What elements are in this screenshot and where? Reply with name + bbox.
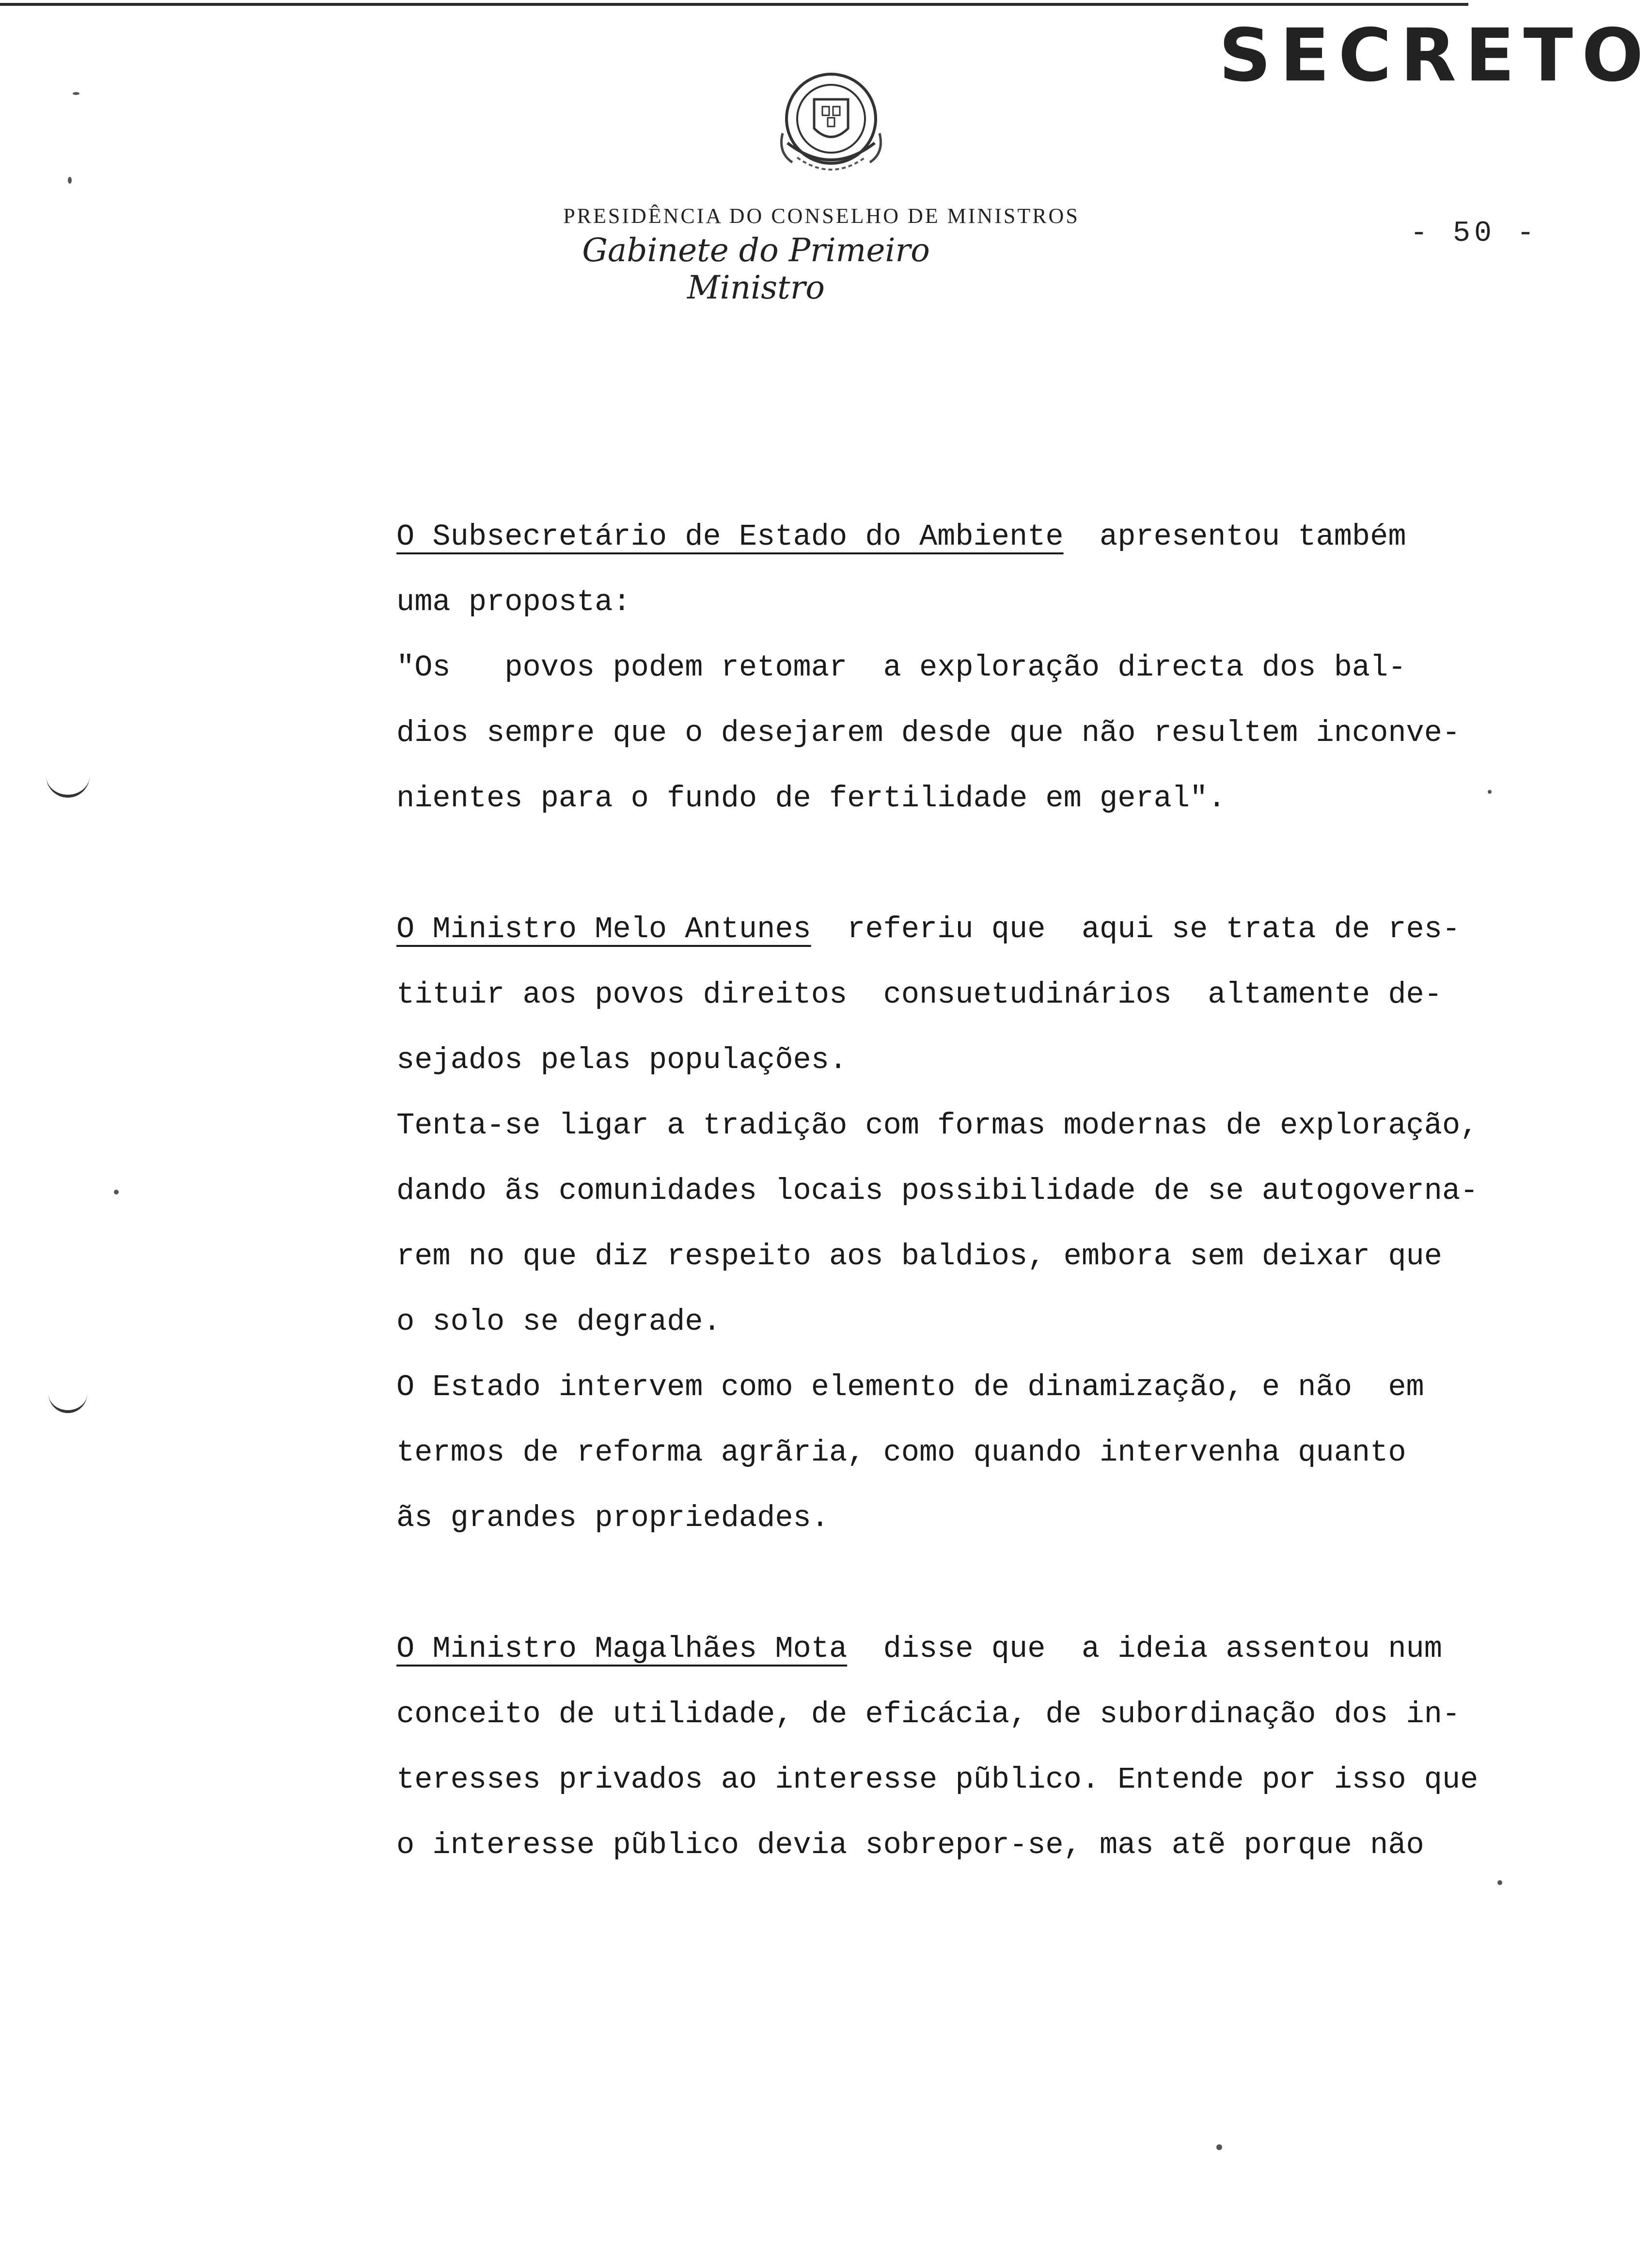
paragraph-first-line — [396, 896, 1579, 962]
paragraph-gap — [396, 1551, 1579, 1616]
line-continuation: disse que a ideia assentou num — [847, 1632, 1442, 1666]
text-line: o solo se degrade. — [396, 1305, 721, 1339]
scan-speck — [114, 1190, 119, 1195]
text-line: ãs grandes propriedades. — [396, 1501, 829, 1535]
text-line: conceito de utilidade, de eficácia, de subordinação dos in- — [396, 1697, 1461, 1731]
paragraph-gap — [396, 831, 1579, 896]
secret-stamp: SECRETO — [1219, 14, 1652, 98]
speaker-name: O Subsecretário de Estado do Ambiente — [396, 519, 1064, 554]
speaker-name: O Ministro Melo Antunes — [396, 912, 811, 946]
paragraph-first-line — [396, 1616, 1579, 1682]
document-body — [396, 504, 1579, 1878]
page-number: - 50 - — [1410, 217, 1539, 250]
text-line: Tenta-se ligar a tradição com formas modernas de exploração, — [396, 1108, 1479, 1143]
text-line: rem no que diz respeito aos baldios, embora sem deixar que — [396, 1239, 1442, 1274]
coat-of-arms-emblem — [768, 65, 894, 196]
scan-speck — [1488, 790, 1492, 794]
text-line: uma proposta: — [396, 585, 631, 619]
text-line: o interesse pũblico devia sobrepor-se, mas atẽ porque não — [396, 1828, 1424, 1862]
margin-scan-mark — [48, 1386, 87, 1413]
text-line: O Estado intervem como elemento de dinamização, e não em — [396, 1370, 1424, 1404]
text-line: "Os povos podem retomar a exploração directa dos bal- — [396, 650, 1406, 685]
text-line: sejados pelas populações. — [396, 1043, 848, 1077]
text-line: termos de reforma agrãria, como quando intervenha quanto — [396, 1435, 1406, 1470]
line-continuation: apresentou também — [1063, 519, 1406, 554]
top-border-rule — [0, 3, 1468, 6]
scan-speck — [1216, 2144, 1222, 2150]
speaker-name: O Ministro Magalhães Mota — [396, 1632, 848, 1666]
text-line: teresses privados ao interesse pũblico. Entende por isso que — [396, 1762, 1479, 1797]
scan-speck — [1497, 1880, 1502, 1885]
scan-speck — [68, 177, 72, 184]
text-line: dando ãs comunidades locais possibilidade de se autogoverna- — [396, 1174, 1479, 1208]
ministry-heading: PRESIDÊNCIA DO CONSELHO DE MINISTROS — [563, 204, 1080, 228]
text-line: tituir aos povos direitos consuetudinários altamente de- — [396, 977, 1442, 1012]
scan-speck — [73, 92, 79, 95]
margin-scan-mark — [46, 770, 90, 798]
text-line: nientes para o fundo de fertilidade em geral". — [396, 781, 1226, 816]
line-continuation: referiu que aqui se trata de res- — [811, 912, 1461, 946]
paragraph-first-line — [396, 504, 1579, 569]
cabinet-signature-line: Gabinete do Primeiro Ministro — [582, 232, 930, 306]
text-line: dios sempre que o desejarem desde que não resultem inconve- — [396, 716, 1461, 750]
